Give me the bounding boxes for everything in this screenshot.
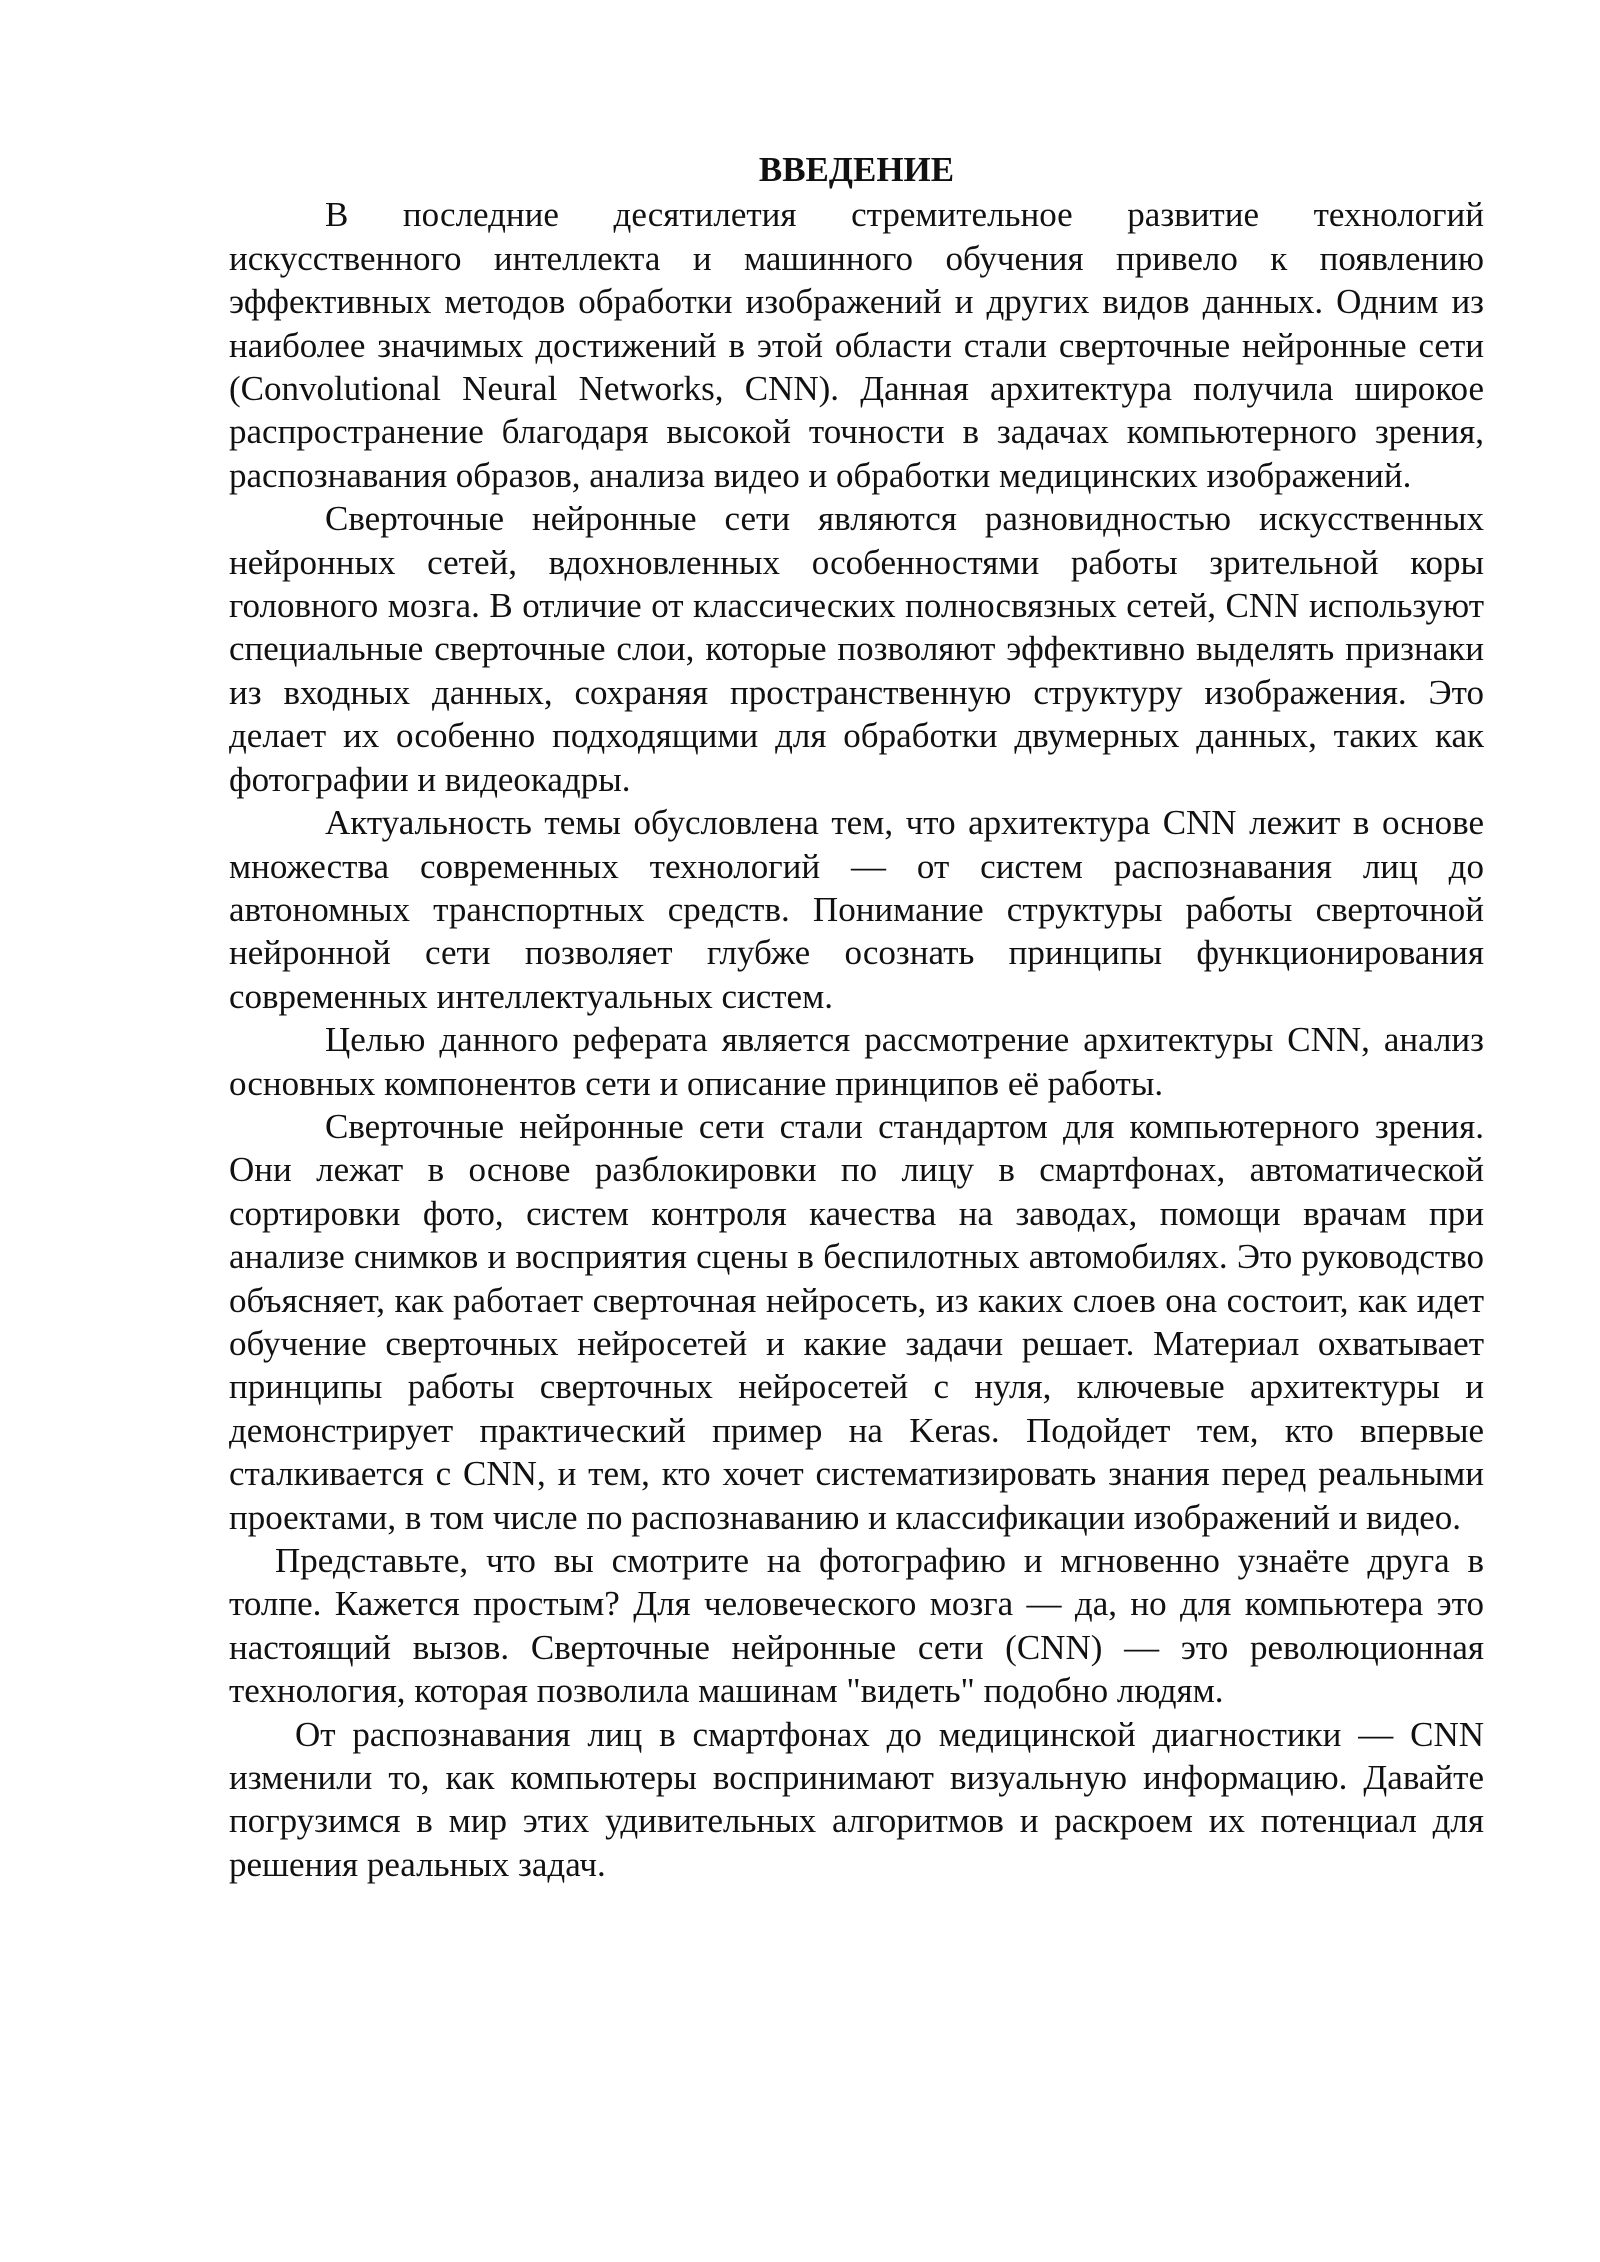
document-body [229, 148, 1484, 1886]
section-title: ВВЕДЕНИЕ [758, 150, 955, 189]
paragraph-closing: От распознавания лиц в смартфонах до медицинской диагностики — CNN изменили то, как компьютеры воспринимают визуальную информацию. Давайте погрузимся в мир этих удивительных алгоритмов и раскроем их потенциал для решения реальных задач. [229, 1714, 1484, 1884]
paragraph-goal: Целью данного реферата является рассмотрение архитектуры CNN, анализ основных компонентов сети и описание принципов её работы. [229, 1020, 1484, 1103]
paragraph-applications: Сверточные нейронные сети стали стандартом для компьютерного зрения. Они лежат в основе разблокировки по лицу в смартфонах, автоматической сортировки фото, систем контроля качества на заводах, помощи врачам при анализе снимков и восприятия сцены в беспилотных автомобилях. Это руководство объясняет, как работает сверточная нейросеть, из каких слоев она состоит, как идет обучение сверточных нейросетей и какие задачи решает. Материал охватывает принципы работы сверточных нейросетей с нуля, ключевые архитектуры и демонстрирует практический пример на Keras. Подойдет тем, кто впервые сталкивается с CNN, и тем, кто хочет систематизировать знания перед реальными проектами, в том числе по распознаванию и классификации изображений и видео. [229, 1106, 1484, 1537]
paragraph-relevance: Актуальность темы обусловлена тем, что архитектура CNN лежит в основе множества современных технологий — от систем распознавания лиц до автономных транспортных средств. Понимание структуры работы сверточной нейронной сети позволяет глубже осознать принципы функционирования современных интеллектуальных систем. [229, 803, 1484, 1016]
paragraph-imagine: Представьте, что вы смотрите на фотографию и мгновенно узнаёте друга в толпе. Кажется простым? Для человеческого мозга — да, но для компьютера это настоящий вызов. Сверточные нейронные сети (CNN) — это революционная технология, которая позволила машинам "видеть" подобно людям. [229, 1541, 1484, 1711]
paragraph-intro: В последние десятилетия стремительное развитие технологий искусственного интеллекта и машинного обучения привело к появлению эффективных методов обработки изображений и других видов данных. Одним из наиболее значимых достижений в этой области стали сверточные нейронные сети (Convolutional Neural Networks, CNN). Данная архитектура получила широкое распространение благодаря высокой точности в задачах компьютерного зрения, распознавания образов, анализа видео и обработки медицинских изображений. [229, 195, 1484, 495]
paragraph-cnn-definition: Сверточные нейронные сети являются разновидностью искусственных нейронных сетей, вдохновленных особенностями работы зрительной коры головного мозга. В отличие от классических полносвязных сетей, CNN используют специальные сверточные слои, которые позволяют эффективно выделять признаки из входных данных, сохраняя пространственную структуру изображения. Это делает их особенно подходящими для обработки двумерных данных, таких как фотографии и видеокадры. [229, 499, 1484, 799]
